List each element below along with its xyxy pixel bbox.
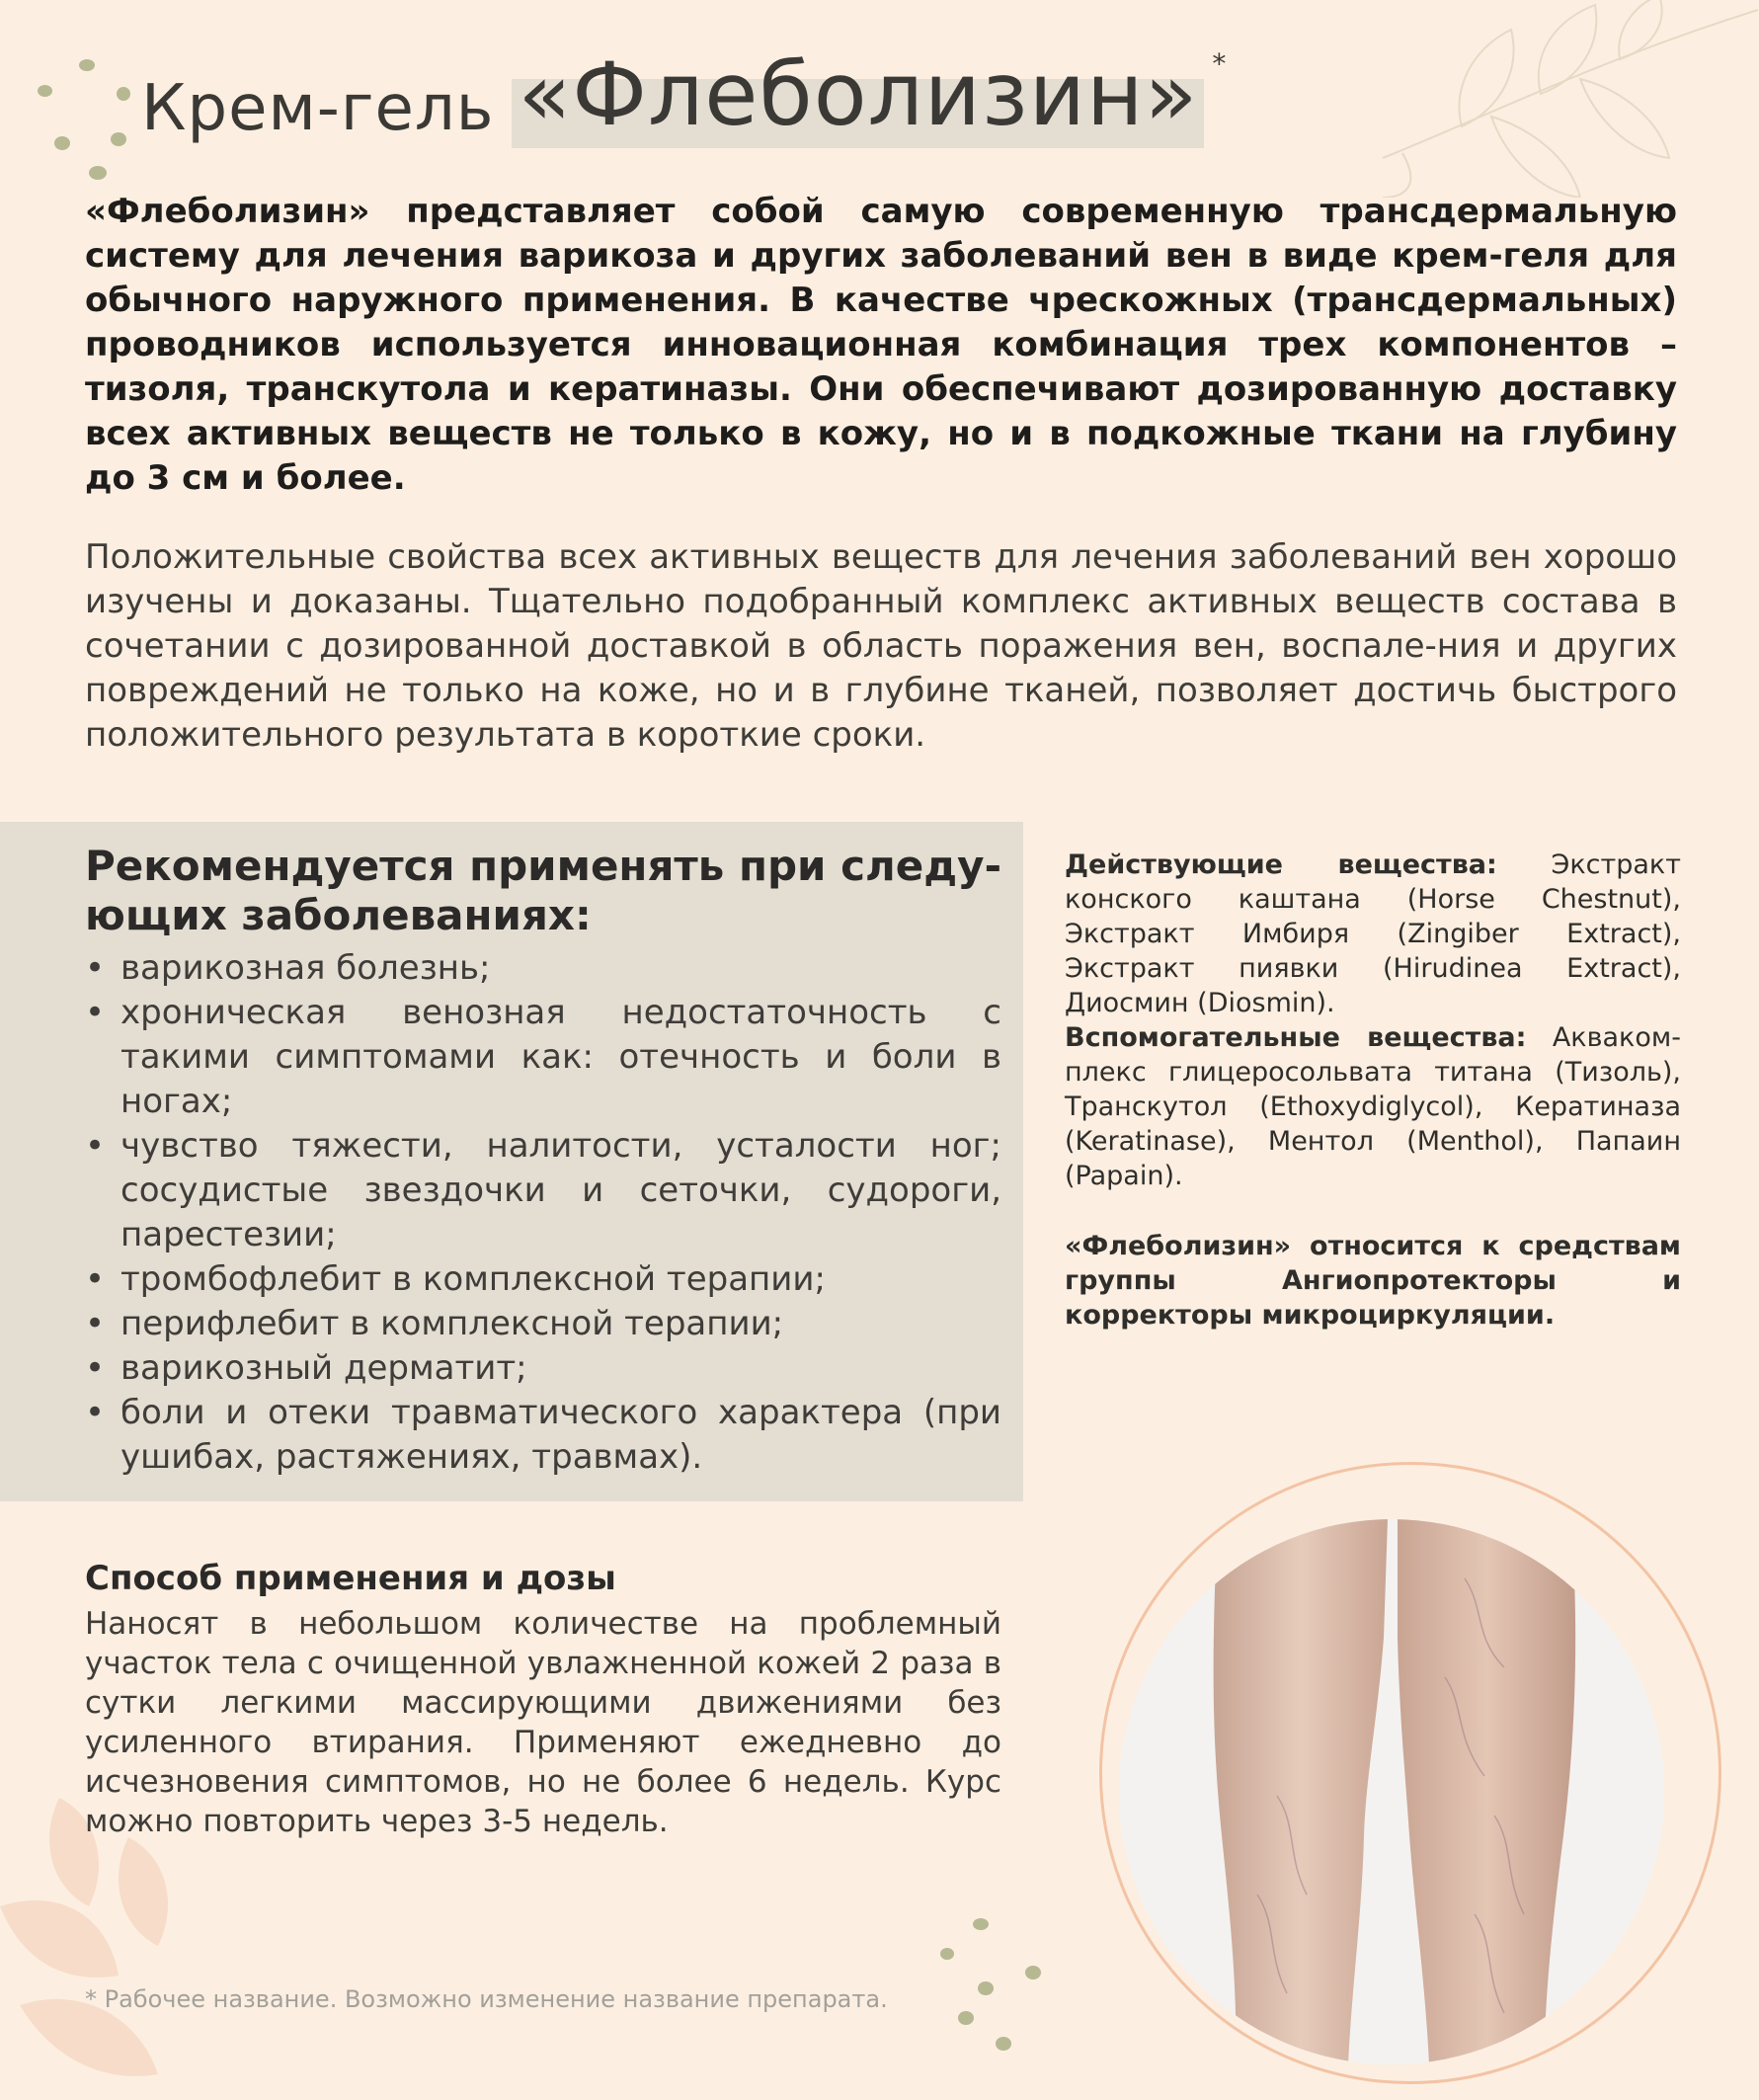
list-item: • перифлебит в комплексной терапии;: [85, 1302, 1001, 1346]
footnote: * Рабочее название. Возможно изменение название препарата.: [85, 1985, 888, 2013]
composition-block: [1065, 848, 1681, 1333]
auxiliary-substances-text: Аквaком-плекс глицеросольвата титана (Тизоль), Транскутол (Ethoxydiglycol), Кератиназа (Keratinase), Ментол (Menthol), Папаин (Papain).: [1065, 1022, 1681, 1191]
recommended-list: [85, 946, 1001, 1480]
active-substances-label: Действующие вещества:: [1065, 849, 1497, 880]
list-item: • боли и отеки травматического характера (при ушибах, растяжениях, травмах).: [85, 1391, 1001, 1480]
legs-photo: [1119, 1519, 1664, 2064]
usage-title: Способ применения и дозы: [85, 1559, 616, 1598]
page-title: [141, 43, 1227, 148]
active-substances: [1065, 848, 1681, 1020]
pharmacological-group: «Флеболизин» относится к средствам группы Ангиопротекторы и корректоры микроциркуляции.: [1065, 1231, 1681, 1331]
auxiliary-substances-label: Вспомогательные вещества:: [1065, 1022, 1527, 1053]
title-name-highlight: [512, 43, 1227, 148]
list-item: • чувство тяжести, налитости, усталости ног; сосудистые звездочки и сеточки, судороги, парестезии;: [85, 1124, 1001, 1257]
leaf-decoration-top: [1343, 0, 1758, 198]
list-item: • варикозная болезнь;: [85, 946, 1001, 991]
properties-paragraph: Положительные свойства всех активных веществ для лечения заболеваний вен хорошо изучены и доказаны. Тщательно подобранный комплекс активных веществ состава в сочетании с дозированной доставкой в область поражения вен, воспале-ния и других повреждений не только на коже, но и в глубине тканей, позволяет достичь быстрого положительного результата в короткие сроки.: [85, 537, 1677, 755]
title-prefix: Крем-гель: [141, 72, 495, 145]
legs-illustration: [1119, 1519, 1664, 2064]
auxiliary-substances: [1065, 1020, 1681, 1193]
active-substances-text: Экстракт конского каштана (Horse Chestnut), Экстракт Имбиря (Zingiber Extract), Экстракт пиявки (Hirudinea Extract), Диосмин (Diosmin).: [1065, 849, 1681, 1018]
title-name: «Флеболизин»: [518, 43, 1199, 145]
intro-paragraph: «Флеболизин» представляет собой самую современную трансдермальную систему для лечения варикоза и других заболеваний вен в виде крем-геля для обычного наружного применения. В качестве чрескожных (трансдермальных) проводников используется инновационная комбинация трех компонентов – тизоля, транскутола и кератиназы. Они обеспечивают дозированную доставку всех активных веществ не только в кожу, но и в подкожные ткани на глубину до 3 см и более.: [85, 192, 1677, 498]
usage-text: Наносят в небольшом количестве на проблемный участок тела с очищенной увлажненной кожей 2 раза в сутки легкими массирующими движениями без усиленного втирания. Применяют ежедневно до исчезновения симптомов, но не более 6 недель. Курс можно повторить через 3-5 недель.: [85, 1606, 1001, 1839]
list-item: • тромбофлебит в комплексной терапии;: [85, 1257, 1001, 1302]
list-item: • варикозный дерматит;: [85, 1346, 1001, 1391]
recommended-title: Рекомендуется применять при следу-ющих заболеваниях:: [85, 842, 1001, 939]
list-item: • хроническая венозная недостаточность с такими симптомами как: отечность и боли в ногах;: [85, 991, 1001, 1124]
title-footnote-mark: *: [1212, 47, 1227, 80]
